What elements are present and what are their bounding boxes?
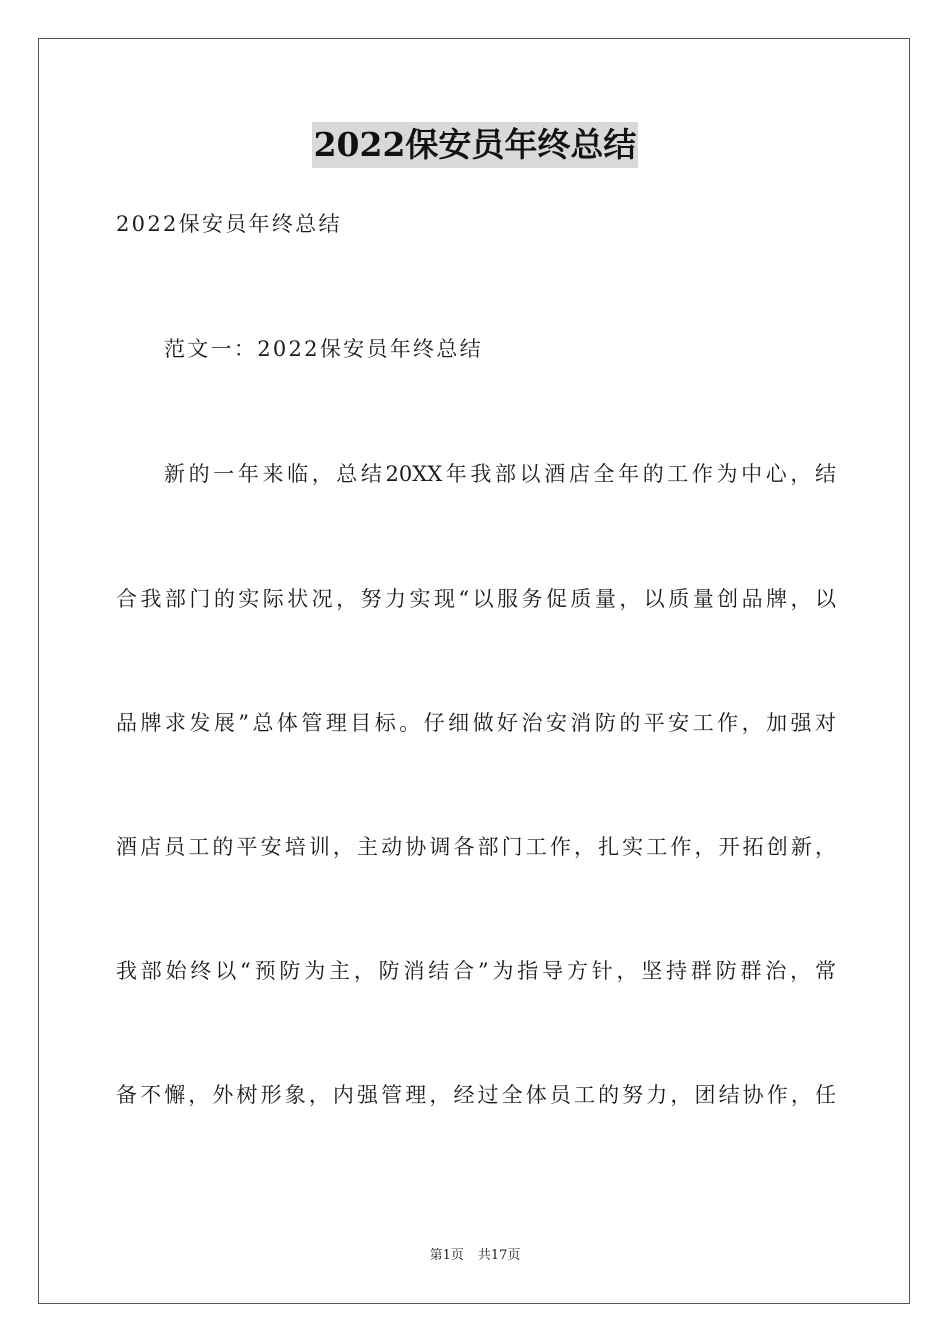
paragraph-line-3: 品牌求发展”总体管理目标。仔细做好治安消防的平安工作，加强对 xyxy=(116,711,836,735)
section-heading: 范文一：2022保安员年终总结 xyxy=(164,337,483,361)
paragraph-line-2: 合我部门的实际状况，努力实现“以服务促质量，以质量创品牌，以 xyxy=(116,587,836,611)
page-footer xyxy=(0,1247,950,1265)
paragraph-line-4: 酒店员工的平安培训，主动协调各部门工作，扎实工作，开拓创新， xyxy=(116,835,836,859)
title-container xyxy=(0,122,950,168)
page-total: 共17页 xyxy=(477,1248,521,1263)
paragraph-line-1: 新的一年来临，总结20XX年我部以酒店全年的工作为中心，结 xyxy=(164,462,836,486)
paragraph-line-6: 备不懈，外树形象，内强管理，经过全体员工的努力，团结协作，任 xyxy=(116,1083,836,1107)
document-subtitle: 2022保安员年终总结 xyxy=(116,212,342,236)
document-title: 2022保安员年终总结 xyxy=(312,122,639,168)
page-number: 第1页 xyxy=(429,1248,464,1263)
paragraph-line-5: 我部始终以“预防为主，防消结合”为指导方针，坚持群防群治，常 xyxy=(116,959,836,983)
